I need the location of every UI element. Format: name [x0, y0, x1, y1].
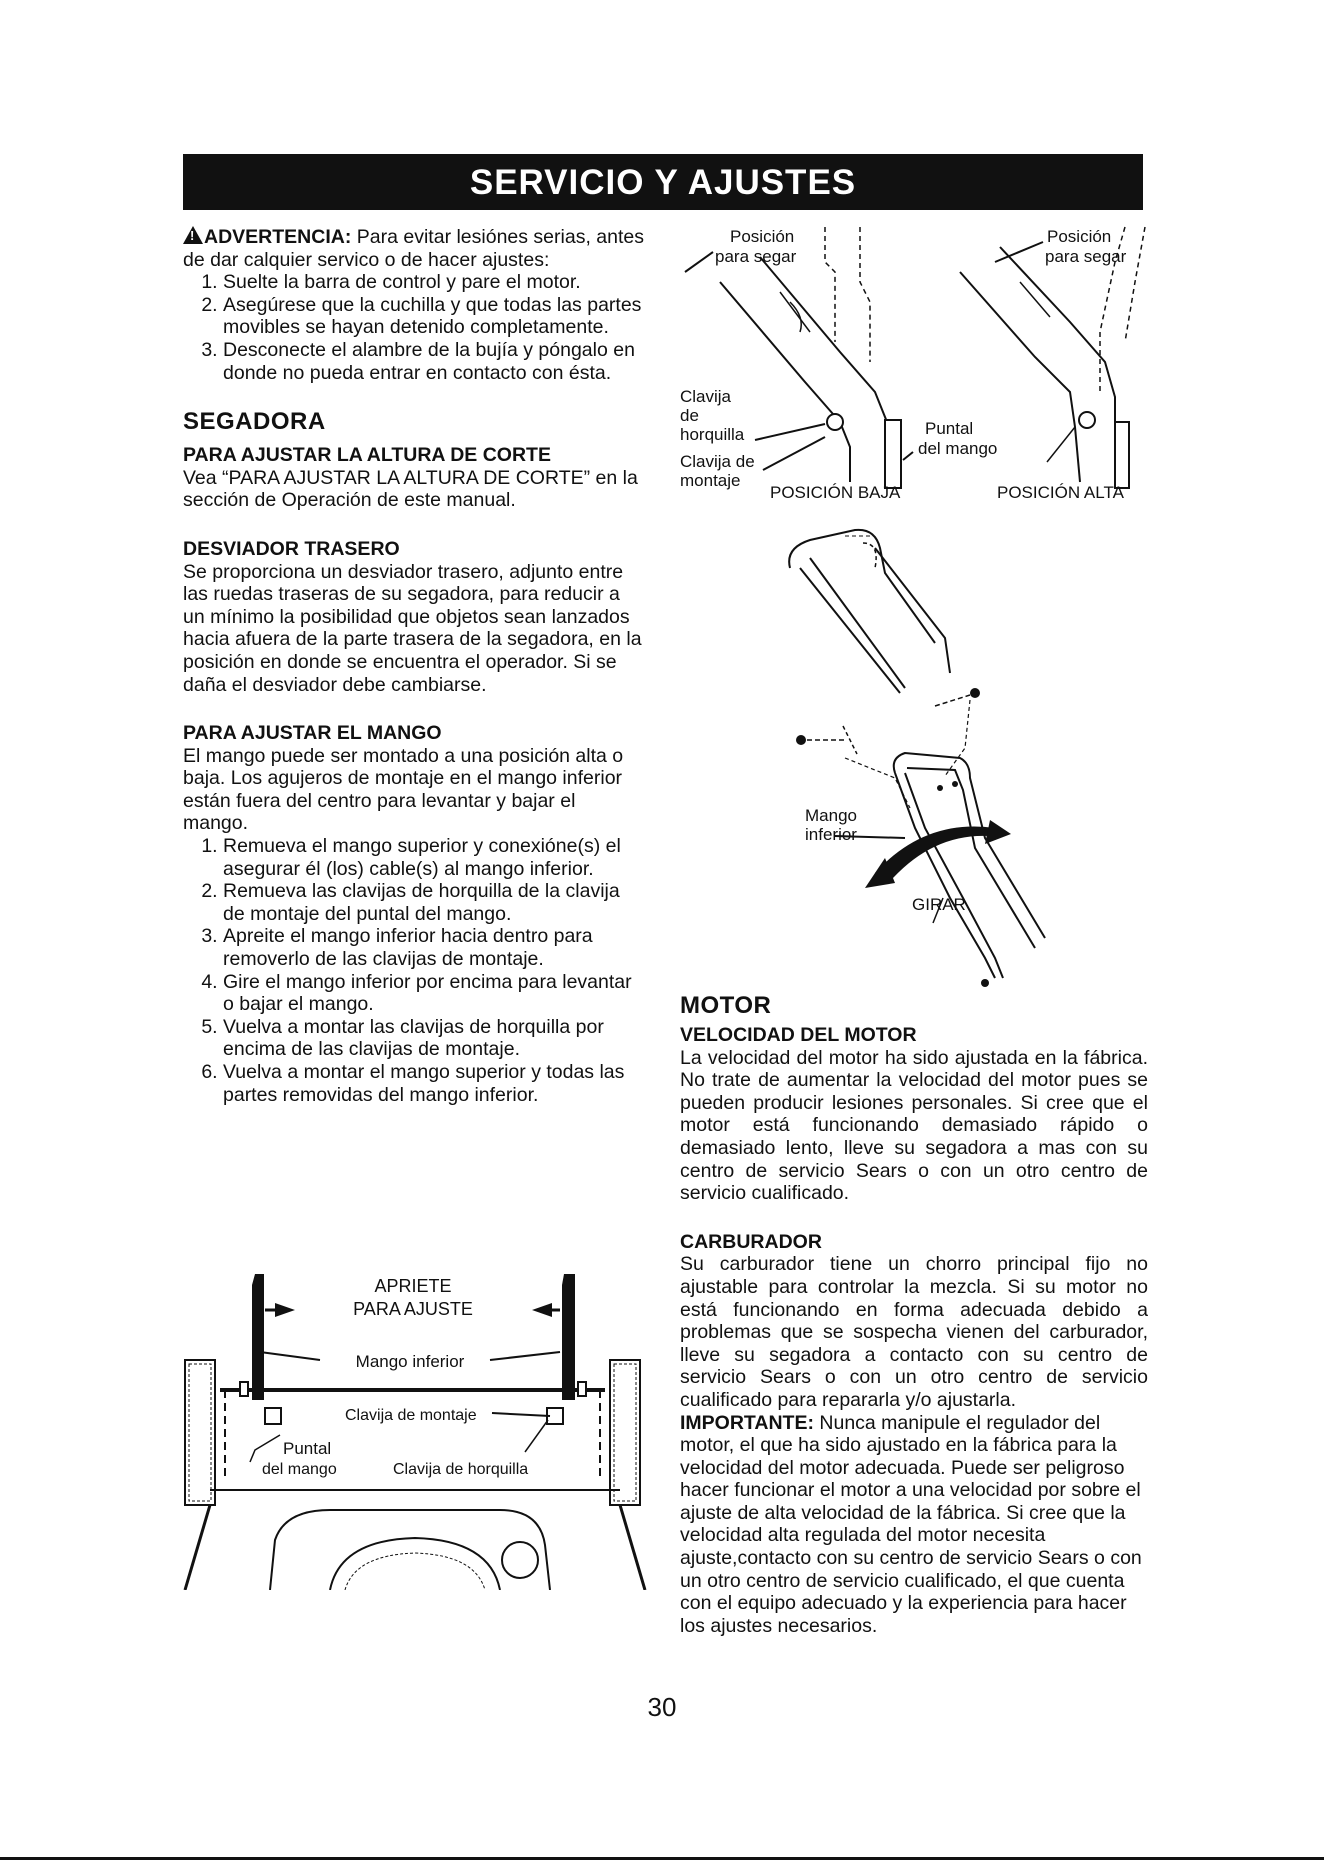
velocidad-text: La velocidad del motor ha sido ajustada en la fábrica. No trate de aumentar la velocidad del motor pues se pueden producir lesiones personales. Si cree que el motor está funcionando demasiado rápido o demasiado lento, lleve su segadora a mas con su centro de servicio Sears o con un otro centro de servicio cualificado. [680, 1046, 1148, 1205]
label-girar: GIRAR [912, 895, 966, 914]
list-item: 3. Desconecte el alambre de la bujía y póngalo en donde no pueda entrar en contacto con ésta. [223, 339, 645, 384]
label-para-ajuste: PARA AJUSTE [353, 1299, 473, 1319]
label-clavija-horquilla: Clavija de horquilla [393, 1461, 529, 1478]
label-puntal: Puntal [925, 419, 974, 438]
label-inferior: inferior [805, 825, 857, 844]
label-del-mango: del mango [918, 439, 998, 458]
label-puntal: Puntal [283, 1439, 332, 1458]
subheading-mango: PARA AJUSTAR EL MANGO [183, 722, 442, 745]
label-para-segar-right: para segar [1045, 247, 1127, 266]
left-column [183, 226, 645, 1106]
label-mango-inferior: Mango inferior [355, 1352, 465, 1371]
label-para-segar-left: para segar [715, 247, 797, 266]
squeeze-arrow-right [532, 1303, 560, 1317]
squeeze-arrow-left [265, 1303, 295, 1317]
right-column [680, 992, 1148, 1637]
important-paragraph [680, 1412, 1148, 1638]
mango-text: El mango puede ser montado a una posición alta o baja. Los agujeros de montaje en el mango inferior están fuera del centro para levantar y bajar el mango. [183, 744, 624, 835]
important-text: Nunca manipule el regulador del motor, el que ha sido ajustado en la fábrica para la velocidad del motor adecuada. Puede ser peligroso hacer funcionar el motor a una velocidad por sobre el ajuste de alta velocidad de la fábrica. Si cree que la velocidad alta regulada del motor necesita ajuste,contacto con su centro de servicio Sears o con un otro centro de servicio cualificado, el que cuenta con el equipo adecuado y la experiencia para hacer los ajustes necesarios. [680, 1411, 1142, 1637]
label-montaje: montaje [680, 471, 741, 490]
label-posicion-right: Posición [1047, 227, 1112, 246]
lower-handle-right [562, 1274, 575, 1400]
desviador-text: Se proporciona un desviador trasero, adjunto entre las ruedas traseras de su segadora, para reducir a un mínimo la posibilidad que objetos sean lanzados hacia afuera de la parte trasera de la segadora, en la posición en donde se encuentra el operador. Si se daña el desviador debe cambiarse. [183, 560, 642, 696]
important-label: IMPORTANTE: [680, 1411, 814, 1434]
subheading-desviador: DESVIADOR TRASERO [183, 537, 400, 560]
list-item: 2. Remueva las clavijas de horquilla de la clavija de montaje del puntal del mango. [223, 880, 645, 925]
list-item: 3. Apreite el mango inferior hacia dentro para removerlo de las clavijas de montaje. [223, 925, 645, 970]
label-posicion-left: Posición [730, 227, 795, 246]
list-item: 6. Vuelva a montar el mango superior y todas las partes removidas del mango inferior. [223, 1061, 645, 1106]
list-item: 1. Suelte la barra de control y pare el motor. [223, 271, 645, 294]
warning-icon [183, 226, 203, 244]
warning-label: ADVERTENCIA: [204, 226, 352, 248]
carburador-text: Su carburador tiene un chorro principal fijo no ajustable para controlar la mezcla. Si su motor no está funcionando en forma adecuada debido a problemas que se sospecha vienen del carburador, lleve su segadora a contacto con su centro de servicio Sears o con un otro centro de servicio cualificado para repararla y/o ajustarla. [680, 1253, 1148, 1411]
left-wheel [185, 1360, 215, 1505]
label-clavija-de: Clavija de [680, 452, 755, 471]
label-posicion-baja: POSICIÓN BAJA [770, 483, 901, 502]
warning-paragraph [183, 226, 645, 271]
squeeze-handle-figure [180, 1270, 650, 1590]
section-heading-motor: MOTOR [680, 992, 772, 1019]
label-horquilla: horquilla [680, 425, 745, 444]
handle-positions-figure [675, 222, 1150, 512]
altura-text: Vea “PARA AJUSTAR LA ALTURA DE CORTE” en la sección de Operación de este manual. [183, 466, 638, 512]
section-banner: SERVICIO Y AJUSTES [183, 154, 1143, 210]
label-del-mango: del mango [262, 1461, 337, 1478]
list-item: 4. Gire el mango inferior por encima para levantar o bajar el mango. [223, 971, 645, 1016]
subheading-velocidad: VELOCIDAD DEL MOTOR [680, 1024, 917, 1046]
label-clavija-montaje: Clavija de montaje [345, 1407, 477, 1424]
subheading-carburador: CARBURADOR [680, 1230, 822, 1253]
label-posicion-alta: POSICIÓN ALTA [997, 483, 1124, 502]
label-clavija: Clavija [680, 387, 732, 406]
right-wheel [610, 1360, 640, 1505]
rotate-handle-figure [785, 528, 1065, 988]
warning-text: Para evitar lesiónes serias, antes de dar calquier servico o de hacer ajustes: [183, 226, 644, 271]
lower-handle-left [252, 1274, 264, 1400]
bottom-rule [0, 1857, 1324, 1860]
section-heading-segadora: SEGADORA [183, 408, 326, 436]
subheading-altura: PARA AJUSTAR LA ALTURA DE CORTE [183, 444, 551, 467]
label-de: de [680, 406, 699, 425]
list-item: 5. Vuelva a montar las clavijas de horquilla por encima de las clavijas de montaje. [223, 1016, 645, 1061]
list-item: 2. Asegúrese que la cuchilla y que todas las partes movibles se hayan detenido completamente. [223, 294, 645, 339]
mango-steps [183, 835, 645, 1106]
label-apriete: APRIETE [374, 1276, 452, 1296]
warning-list [183, 271, 645, 384]
label-mango: Mango [805, 806, 857, 825]
page-number: 30 [647, 1692, 677, 1722]
list-item: 1. Remueva el mango superior y conexióne(s) el asegurar él (los) cable(s) al mango inferior. [223, 835, 645, 880]
